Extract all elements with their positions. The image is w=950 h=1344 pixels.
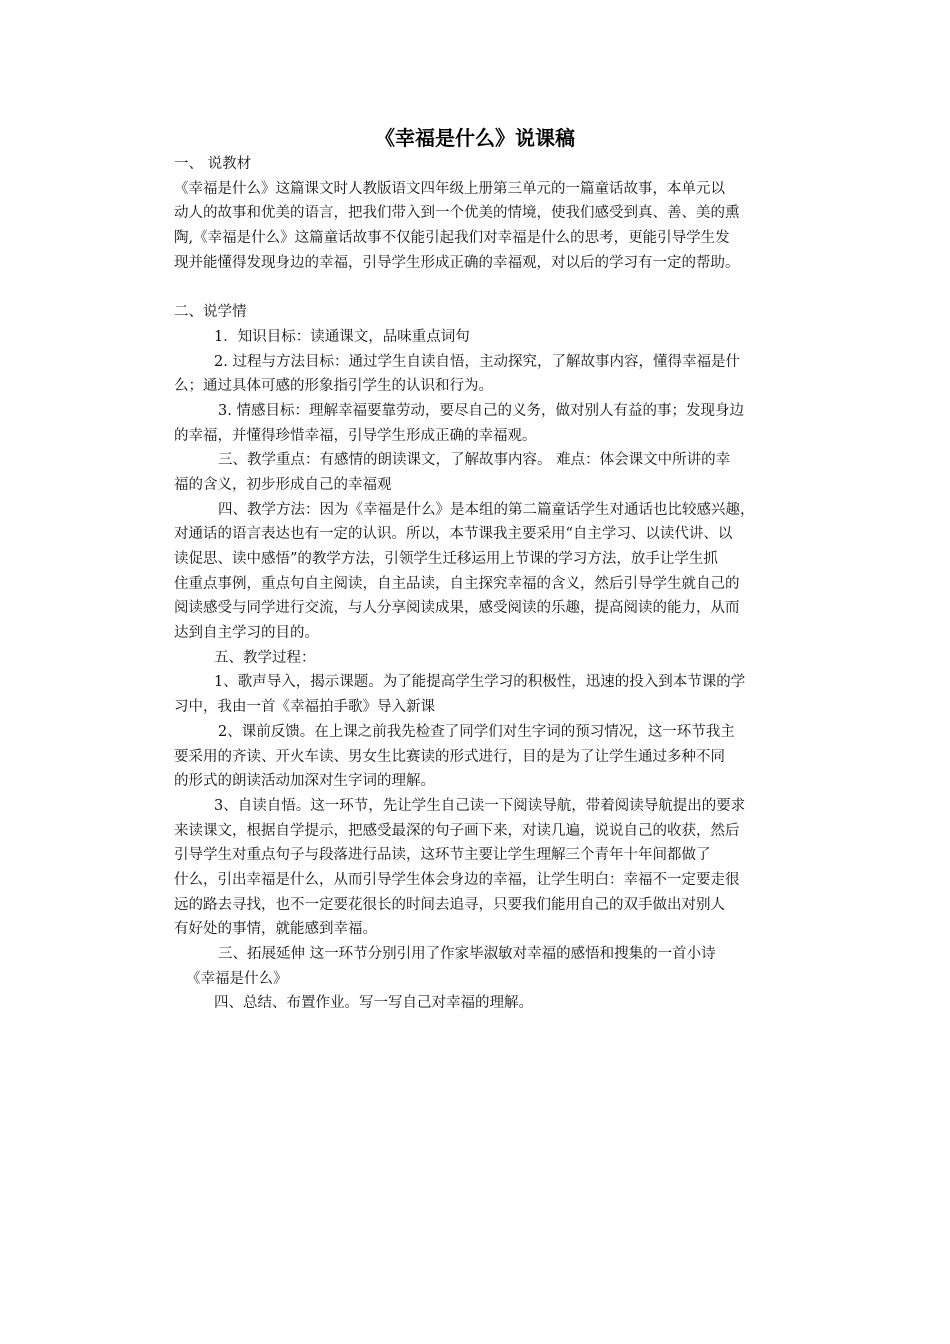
paragraph-line: 远的路去寻找，也不一定要花很长的时间去追寻，只要我们能用自己的双手做出对别人	[174, 896, 725, 913]
paragraph-line: 3、自读自悟。这一环节，先让学生自己读一下阅读导航，带着阅读导航提出的要求	[214, 797, 746, 814]
paragraph-line: 福的含义，初步形成自己的幸福观	[174, 476, 392, 493]
paragraph-line: 2、课前反馈。在上课之前我先检查了同学们对生字词的预习情况，这一环节我主	[218, 723, 735, 740]
section-heading-key-points: 三、教学重点：有感情的朗读课文，了解故事内容。 难点：体会课文中所讲的幸	[218, 452, 731, 469]
section-heading-summary: 四、总结、布置作业。写一写自己对幸福的理解。	[214, 995, 533, 1012]
paragraph-line: 的形式的朗读活动加深对生字词的理解。	[174, 773, 435, 790]
paragraph-line: 有好处的事情，就能感到幸福。	[174, 921, 377, 938]
paragraph-line: 2. 过程与方法目标：通过学生自读自悟，主动探究，了解故事内容，懂得幸福是什	[214, 353, 740, 370]
paragraph-line: 引导学生对重点句子与段落进行品读，这环节主要让学生理解三个青年十年间都做了	[174, 847, 711, 864]
paragraph-line: 的幸福，并懂得珍惜幸福，引导学生形成正确的幸福观。	[174, 427, 537, 444]
paragraph-line: 什么，引出幸福是什么，从而引导学生体会身边的幸福，让学生明白：幸福不一定要走很	[174, 871, 740, 888]
document-body	[174, 152, 814, 1016]
section-heading-textbook: 一、 说教材	[174, 156, 252, 172]
paragraph-line: 阅读感受与同学进行交流，与人分享阅读成果，感受阅读的乐趣，提高阅读的能力，从而	[174, 600, 740, 617]
document-title: 《幸福是什么》说课稿	[375, 126, 575, 150]
section-heading-students: 二、说学情	[174, 304, 247, 321]
section-heading-methods: 四、教学方法：因为《幸福是什么》是本组的第二篇童话学生对通话也比较感兴趣，	[218, 501, 755, 518]
paragraph-line: 现并能懂得发现身边的幸福，引导学生形成正确的幸福观，对以后的学习有一定的帮助。	[174, 254, 740, 271]
paragraph-line: 《幸福是什么》这篇课文时人教版语文四年级上册第三单元的一篇童话故事，本单元以	[174, 180, 725, 197]
paragraph-line: 住重点事例，重点句自主阅读，自主品读，自主探究幸福的含义，然后引导学生就自己的	[174, 575, 740, 592]
section-heading-extension: 三、拓展延伸 这一环节分别引用了作家毕淑敏对幸福的感悟和搜集的一首小诗	[218, 946, 716, 962]
blank-line	[174, 275, 814, 300]
paragraph-line: 1．知识目标：读通课文，品味重点词句	[214, 328, 470, 345]
paragraph-line: 《幸福是什么》	[186, 970, 288, 987]
section-heading-process: 五、教学过程：	[214, 649, 316, 666]
paragraph-line: 要采用的齐读、开火车读、男女生比赛读的形式进行，目的是为了让学生通过多种不同	[174, 748, 725, 765]
paragraph-line: 习中，我由一首《幸福拍手歌》导入新课	[174, 699, 435, 716]
paragraph-line: 动人的故事和优美的语言，把我们带入到一个优美的情境，使我们感受到真、善、美的熏	[174, 205, 740, 222]
paragraph-line: 1、歌声导入，揭示课题。为了能提高学生学习的积极性，迅速的投入到本节课的学	[214, 674, 746, 691]
paragraph-line: 3. 情感目标：理解幸福要靠劳动，要尽自己的义务，做对别人有益的事；发现身边	[218, 402, 744, 419]
paragraph-line: 么；通过具体可感的形象指引学生的认识和行为。	[174, 378, 493, 395]
paragraph-line: 达到自主学习的目的。	[174, 625, 319, 642]
paragraph-line: 陶,《幸福是什么》这篇童话故事不仅能引起我们对幸福是什么的思考，更能引导学生发	[174, 230, 730, 247]
paragraph-line: 对通话的语言表达也有一定的认识。所以，本节课我主要采用“自主学习、以读代讲、以	[174, 526, 733, 543]
paragraph-line: 来读课文，根据自学提示，把感受最深的句子画下来，对读几遍，说说自己的收获，然后	[174, 822, 740, 839]
paragraph-line: 读促思、读中感悟”的教学方法，引领学生迁移运用上节课的学习方法，放手让学生抓	[174, 551, 718, 567]
